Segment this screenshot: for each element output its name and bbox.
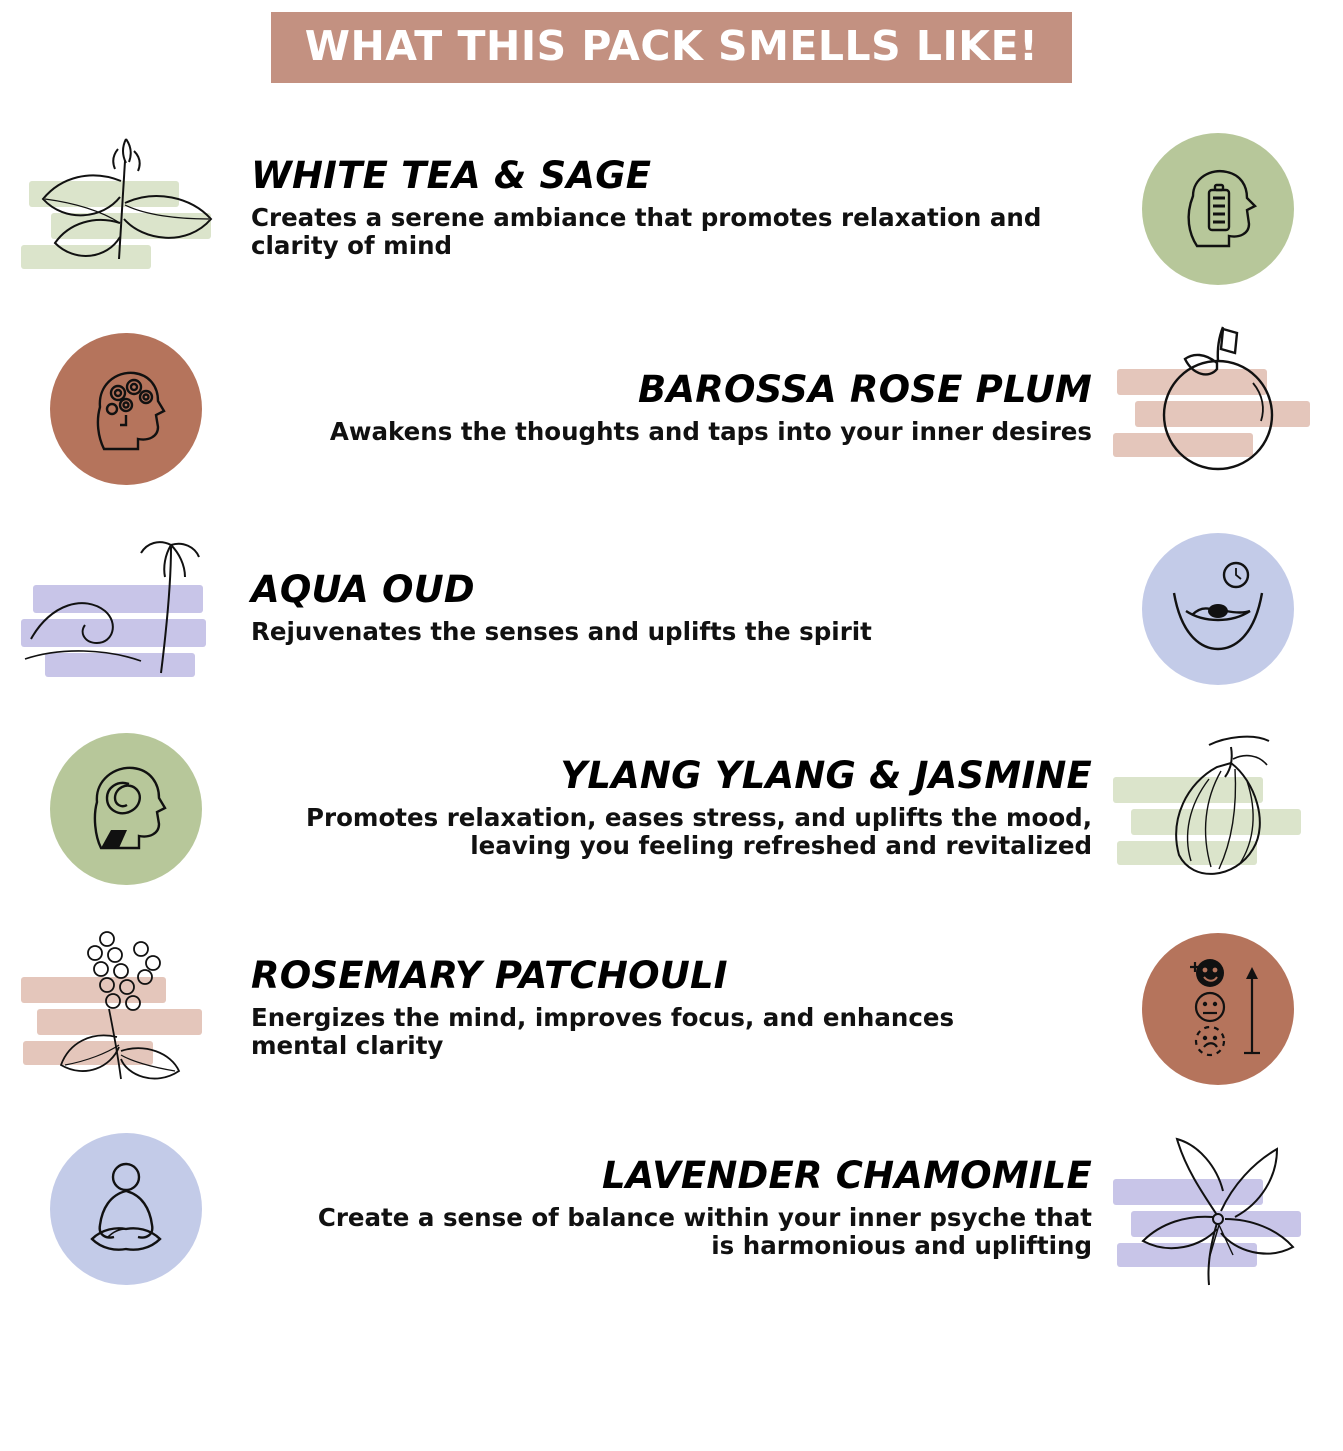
lily-flower-icon [1113, 1119, 1323, 1299]
right-icon-cell [1110, 709, 1325, 909]
left-icon-cell [18, 509, 233, 709]
hammock-moon-icon [1142, 533, 1294, 685]
scent-title: AQUA OUD [251, 568, 475, 612]
scent-description: Promotes relaxation, eases stress, and uplifts the mood, leaving you feeling refreshed and revitalized [306, 802, 1092, 861]
scent-description: Awakens the thoughts and taps into your inner desires [329, 416, 1092, 446]
left-icon-cell [18, 909, 233, 1109]
meditation-pose-icon [50, 1133, 202, 1285]
left-icon-cell [18, 309, 233, 509]
left-icon-cell [18, 109, 233, 309]
palm-wave-icon [21, 519, 231, 699]
scent-title: YLANG YLANG & JASMINE [560, 753, 1092, 797]
right-icon-cell [1110, 109, 1325, 309]
header [0, 0, 1343, 83]
scent-text [233, 1153, 1110, 1262]
scent-description: Energizes the mind, improves focus, and enhances mental clarity [251, 1002, 955, 1061]
right-icon-cell [1110, 309, 1325, 509]
list-item [0, 709, 1343, 909]
list-item [0, 309, 1343, 509]
spiral-head-icon [50, 733, 202, 885]
scent-title: ROSEMARY PATCHOULI [251, 953, 728, 997]
plum-fruit-icon [1113, 319, 1323, 499]
page-title: WHAT THIS PACK SMELLS LIKE! [304, 22, 1039, 70]
scent-description: Create a sense of balance within your inner psyche that is harmonious and uplifting [317, 1202, 1092, 1261]
battery-head-icon [1142, 133, 1294, 285]
scent-text [233, 153, 1110, 262]
right-icon-cell [1110, 909, 1325, 1109]
scent-title: LAVENDER CHAMOMILE [601, 1153, 1092, 1197]
list-item [0, 509, 1343, 709]
rosemary-sprig-icon [21, 919, 231, 1099]
scent-text [233, 568, 1110, 647]
scent-text [233, 753, 1110, 862]
scent-text [233, 368, 1110, 447]
mood-scale-icon [1142, 933, 1294, 1085]
scent-title: BAROSSA ROSE PLUM [638, 368, 1092, 412]
right-icon-cell [1110, 509, 1325, 709]
list-item [0, 909, 1343, 1109]
scent-list [0, 109, 1343, 1309]
left-icon-cell [18, 709, 233, 909]
scent-title: WHITE TEA & SAGE [251, 153, 652, 197]
scent-text [233, 953, 1110, 1062]
header-band [271, 12, 1073, 83]
list-item [0, 1109, 1343, 1309]
right-icon-cell [1110, 1109, 1325, 1309]
ylang-flower-icon [1113, 719, 1323, 899]
sage-sprig-icon [21, 119, 231, 299]
scent-description: Creates a serene ambiance that promotes relaxation and clarity of mind [251, 202, 1042, 261]
left-icon-cell [18, 1109, 233, 1309]
scent-description: Rejuvenates the senses and uplifts the spirit [251, 616, 872, 646]
list-item [0, 109, 1343, 309]
swirl-head-icon [50, 333, 202, 485]
